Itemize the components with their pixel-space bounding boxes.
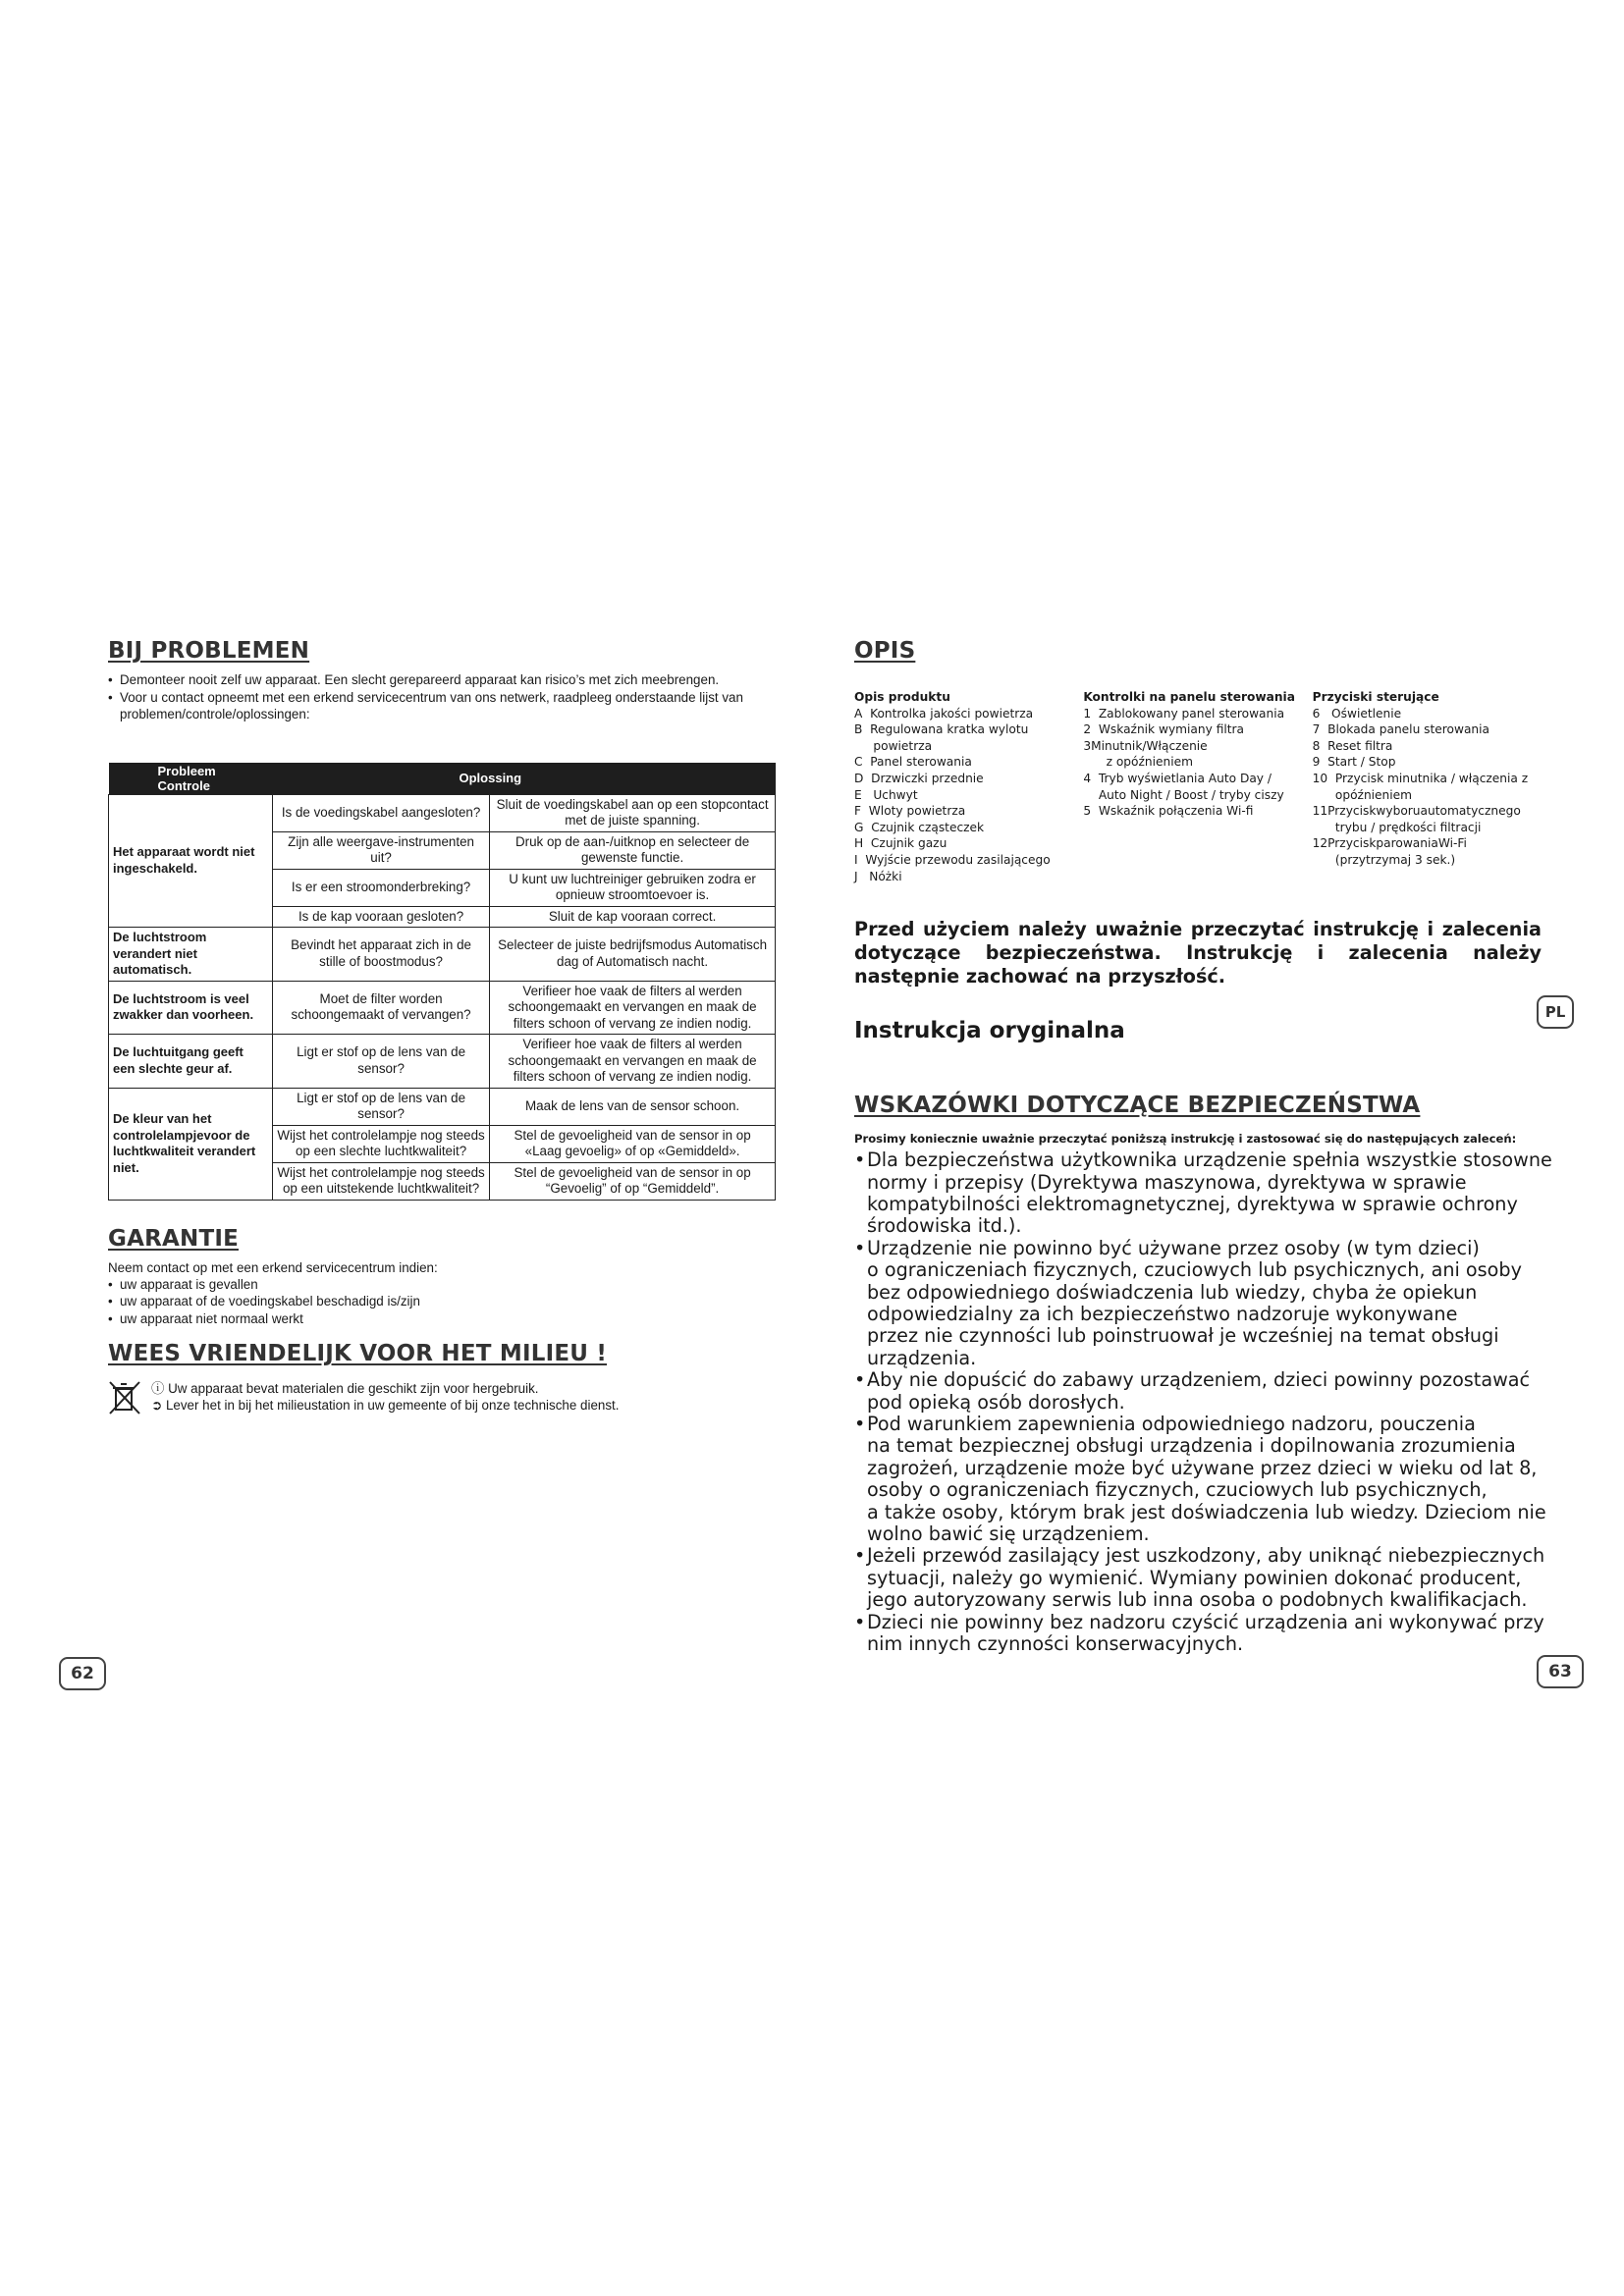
list-item: F Wloty powietrza xyxy=(854,804,966,819)
list-item: • uw apparaat niet normaal werkt xyxy=(108,1310,776,1328)
list-item: trybu / prędkości filtracji xyxy=(1312,820,1482,834)
list-item: Auto Night / Boost / tryby ciszy xyxy=(1083,787,1284,802)
product-parts-column xyxy=(854,689,1083,884)
solution-cell: Verifieer hoe vaak de filters al werden schoongemaakt en vervangen en maak de filters schoon of vervang ze indien nodig. xyxy=(490,981,776,1035)
list-item: 8 Reset filtra xyxy=(1312,738,1393,753)
safety-intro: Prosimy koniecznie uważnie przeczytać poniższą instrukcję i zastosować się do następujących zaleceń: xyxy=(854,1132,1517,1147)
arrow-right-icon: ➲ xyxy=(151,1398,163,1413)
safety-text: • Aby nie dopuścić do zabawy urządzeniem, dzieci powinny pozostawać pod opieką osób dorosłych. xyxy=(867,1368,1531,1414)
troubleshooting-table xyxy=(108,763,776,1201)
table-row xyxy=(109,794,776,831)
environment-text: Uw apparaat bevat materialen die geschikt zijn voor hergebruik. xyxy=(168,1381,539,1396)
problem-cell: De luchtstroom is veel zwakker dan voorheen. xyxy=(109,981,273,1035)
header-problem: Probleem Controle xyxy=(109,763,273,795)
warranty-intro: Neem contact op met een erkend servicecentrum indien: xyxy=(108,1259,438,1275)
left-page xyxy=(108,638,776,1420)
list-item: 3Minutnik/Włączenie xyxy=(1083,738,1208,753)
safety-text: • Dla bezpieczeństwa użytkownika urządzenie spełnia wszystkie stosowne normy i przepisy (Dyrektywa maszynowa, dyrektywa w sprawie kompatybilności elektromagnetycznej, dyrektywa w sprawie ochrony środowiska itd.). xyxy=(867,1148,1552,1238)
list-item xyxy=(854,1413,1546,1546)
troubleshooting-title: BIJ PROBLEMEN xyxy=(108,638,310,664)
problem-cell: Het apparaat wordt niet ingeschakeld. xyxy=(109,794,273,928)
list-item: opóźnieniem xyxy=(1312,787,1413,802)
column-title: Przyciski sterujące xyxy=(1312,690,1439,704)
list-item: H Czujnik gazu xyxy=(854,836,947,851)
list-item xyxy=(854,1369,1542,1414)
problem-cell: De luchtuitgang geeft een slechte geur af. xyxy=(109,1035,273,1089)
list-item xyxy=(854,1148,1552,1238)
troubleshooting-bullets xyxy=(108,671,776,723)
check-cell: Zijn alle weergave-instrumenten uit? xyxy=(273,831,490,869)
page-number-left: 62 xyxy=(59,1657,106,1690)
table-row xyxy=(109,1088,776,1125)
table-row xyxy=(109,928,776,982)
read-instructions-note: Przed użyciem należy uważnie przeczytać instrukcję i zalecenia dotyczące bezpieczeństwa. Instrukcję i zalecenia należy następnie zachować na przyszłość. xyxy=(854,918,1542,988)
list-item: • uw apparaat of de voedingskabel beschadigd is/zijn xyxy=(108,1293,776,1310)
environment-line-2 xyxy=(151,1397,619,1414)
list-item: (przytrzymaj 3 sek.) xyxy=(1312,852,1456,867)
description-title: OPIS xyxy=(854,638,916,664)
list-item: 11Przyciskwyboruautomatycznego xyxy=(1312,804,1521,819)
list-item xyxy=(854,1238,1542,1369)
crossed-bin-icon xyxy=(108,1380,141,1420)
list-item: • uw apparaat is gevallen xyxy=(108,1276,776,1294)
list-item: z opóźnieniem xyxy=(1083,755,1193,770)
bullet-item: • Demonteer nooit zelf uw apparaat. Een slecht gerepareerd apparaat kan risico’s met zich meebrengen. xyxy=(108,671,776,689)
table-row xyxy=(109,981,776,1035)
page-number-right: 63 xyxy=(1537,1655,1584,1688)
solution-cell: Sluit de kap vooraan correct. xyxy=(490,906,776,928)
table-header-row xyxy=(109,763,776,795)
warranty-title: GARANTIE xyxy=(108,1225,239,1252)
list-item: J Nóżki xyxy=(854,869,902,883)
check-cell: Wijst het controlelampje nog steeds op een uitstekende luchtkwaliteit? xyxy=(273,1162,490,1200)
safety-title: WSKAZÓWKI DOTYCZĄCE BEZPIECZEŃSTWA xyxy=(854,1093,1421,1119)
panel-indicators-column xyxy=(1083,689,1312,884)
check-cell: Is de kap vooraan gesloten? xyxy=(273,906,490,928)
solution-cell: Verifieer hoe vaak de filters al werden schoongemaakt en vervangen en maak de filters schoon of vervang ze indien nodig. xyxy=(490,1035,776,1089)
bullet-item: • Voor u contact opneemt met een erkend servicecentrum van ons netwerk, raadpleeg onderstaande lijst van problemen/controle/oplossingen: xyxy=(108,689,776,723)
warranty-list xyxy=(108,1276,776,1328)
safety-text: • Urządzenie nie powinno być używane przez osoby (w tym dzieci) o ograniczeniach fizycznych, czuciowych lub psychicznych, ani osoby bez odpowiedniego doświadczenia lub wiedzy, chyba że opiekun odpowiedzialny za ich bezpieczeństwo nadzoruje wykonywane przez nie czynności lub poinstruował je wcześniej na temat obsługi urządzenia. xyxy=(867,1236,1522,1369)
original-instructions-title: Instrukcja oryginalna xyxy=(854,1018,1125,1044)
list-item: G Czujnik cząsteczek xyxy=(854,820,985,834)
solution-cell: Selecteer de juiste bedrijfsmodus Automatisch dag of Automatisch nacht. xyxy=(490,928,776,982)
environment-text: Lever het in bij het milieustation in uw gemeente of bij onze technische dienst. xyxy=(165,1398,620,1413)
list-item: E Uchwyt xyxy=(854,787,918,802)
solution-cell: Druk op de aan-/uitknop en selecteer de gewenste functie. xyxy=(490,831,776,869)
problem-cell: De kleur van het controlelampjevoor de luchtkwaliteit verandert niet. xyxy=(109,1088,273,1200)
list-item: C Panel sterowania xyxy=(854,755,972,770)
language-badge: PL xyxy=(1537,995,1574,1029)
check-cell: Ligt er stof op de lens van de sensor? xyxy=(273,1035,490,1089)
problem-cell: De luchtstroom verandert niet automatisch. xyxy=(109,928,273,982)
solution-cell: Stel de gevoeligheid van de sensor in op “Gevoelig” of op “Gemiddeld”. xyxy=(490,1162,776,1200)
list-item xyxy=(854,1544,1545,1612)
check-cell: Bevindt het apparaat zich in de stille of boostmodus? xyxy=(273,928,490,982)
list-item: D Drzwiczki przednie xyxy=(854,771,984,785)
list-item: 12PrzyciskparowaniaWi-Fi xyxy=(1312,836,1467,851)
environment-block xyxy=(108,1380,776,1420)
safety-text: • Dzieci nie powinny bez nadzoru czyścić urządzenia ani wykonywać przy nim innych czynności konserwacyjnych. xyxy=(867,1610,1544,1656)
list-item: 2 Wskaźnik wymiany filtra xyxy=(1083,722,1245,737)
column-title: Opis produktu xyxy=(854,690,950,704)
list-item: 9 Start / Stop xyxy=(1312,755,1396,770)
list-item: 10 Przycisk minutnika / włączenia z xyxy=(1312,771,1529,785)
check-cell: Ligt er stof op de lens van de sensor? xyxy=(273,1088,490,1125)
safety-text: • Pod warunkiem zapewnienia odpowiedniego nadzoru, pouczenia na temat bezpiecznej obsługi urządzenia i dopilnowania zrozumienia zagrożeń, urządzenie może być używane przez dzieci w wieku od lat 8, osoby o ograniczeniach fizycznych, czuciowych lub psychicznych, a także osoby, którym brak jest doświadczenia lub wiedzy. Dzieciom nie wolno bawić się urządzeniem. xyxy=(867,1413,1546,1546)
right-page xyxy=(854,638,1552,1656)
list-item: 4 Tryb wyświetlania Auto Day / xyxy=(1083,771,1272,785)
header-solution: Oplossing xyxy=(273,763,776,795)
check-cell: Is er een stroomonderbreking? xyxy=(273,869,490,906)
list-item: 6 Oświetlenie xyxy=(1312,706,1402,721)
list-item: B Regulowana kratka wylotu xyxy=(854,722,1029,737)
list-item: 1 Zablokowany panel sterowania xyxy=(1083,706,1285,721)
list-item xyxy=(854,1612,1542,1656)
check-cell: Wijst het controlelampje nog steeds op een slechte luchtkwaliteit? xyxy=(273,1125,490,1162)
list-item: powietrza xyxy=(854,738,933,753)
environment-title: WEES VRIENDELIJK VOOR HET MILIEU ! xyxy=(108,1341,608,1366)
solution-cell: U kunt uw luchtreiniger gebruiken zodra er opnieuw stroomtoevoer is. xyxy=(490,869,776,906)
solution-cell: Maak de lens van de sensor schoon. xyxy=(490,1088,776,1125)
environment-line-1 xyxy=(151,1380,619,1397)
table-row xyxy=(109,1035,776,1089)
check-cell: Moet de filter worden schoongemaakt of vervangen? xyxy=(273,981,490,1035)
list-item: I Wyjście przewodu zasilającego xyxy=(854,852,1051,867)
info-icon: ⓘ xyxy=(151,1381,165,1396)
check-cell: Is de voedingskabel aangesloten? xyxy=(273,794,490,831)
safety-text: • Jeżeli przewód zasilający jest uszkodzony, aby uniknąć niebezpiecznych sytuacji, należy go wymienić. Wymiany powinien dokonać producent, jego autoryzowany serwis lub inna osoba o podobnych kwalifikacjach. xyxy=(867,1544,1545,1612)
control-buttons-column xyxy=(1313,689,1542,884)
solution-cell: Sluit de voedingskabel aan op een stopcontact met de juiste spanning. xyxy=(490,794,776,831)
product-description-columns xyxy=(854,689,1542,884)
list-item: 7 Blokada panelu sterowania xyxy=(1312,722,1490,737)
list-item: A Kontrolka jakości powietrza xyxy=(854,706,1034,721)
list-item: 5 Wskaźnik połączenia Wi-fi xyxy=(1083,804,1254,819)
solution-cell: Stel de gevoeligheid van de sensor in op «Laag gevoelig» of op «Gemiddeld». xyxy=(490,1125,776,1162)
column-title: Kontrolki na panelu sterowania xyxy=(1083,690,1295,704)
safety-list xyxy=(854,1148,1552,1656)
